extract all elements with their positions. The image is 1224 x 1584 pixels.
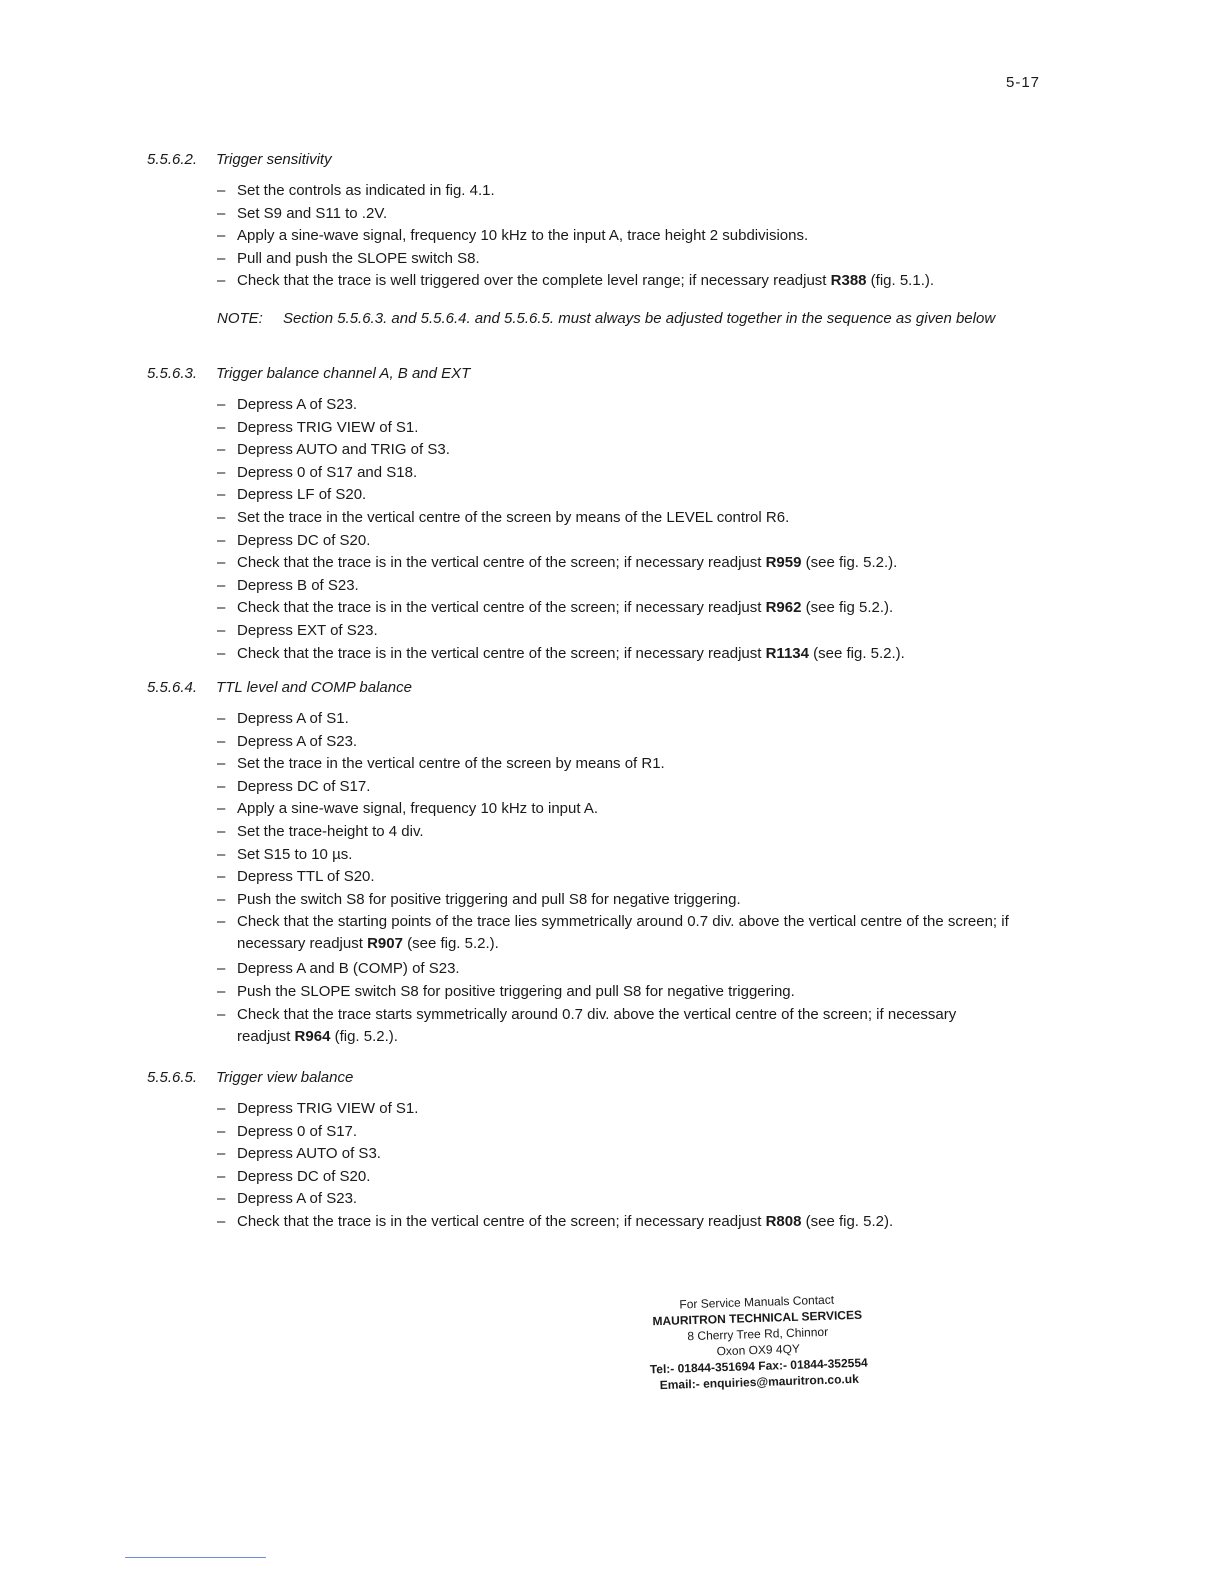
note-label: NOTE:	[217, 310, 263, 327]
note-text: Section 5.5.6.3. and 5.5.6.4. and 5.5.6.5. must always be adjusted together in the sequence as given below	[283, 310, 996, 327]
list-item: – Depress TRIG VIEW of S1.	[217, 1098, 1047, 1121]
list-item: – Set S9 and S11 to .2V.	[217, 203, 1047, 226]
contact-line: For Service Manuals Contact	[679, 1292, 835, 1312]
list-item: – Depress 0 of S17.	[217, 1121, 1047, 1144]
section-heading-trigger-sensitivity	[147, 151, 332, 168]
list-item: – Set the trace in the vertical centre of the screen by means of the LEVEL control R6.	[217, 507, 1047, 530]
list-item: – Check that the trace is in the vertical centre of the screen; if necessary readjust R808 (see fig. 5.2).	[217, 1211, 1047, 1234]
step-list-trigger-sensitivity	[217, 180, 1047, 293]
list-item: – Check that the starting points of the trace lies symmetrically around 0.7 div. above the vertical centre of the screen; if necessary readjust R907 (see fig. 5.2.).	[217, 911, 1047, 955]
list-item: – Depress A and B (COMP) of S23.	[217, 958, 1047, 981]
section-number: 5.5.6.2.	[147, 151, 198, 168]
list-item: – Apply a sine-wave signal, frequency 10 kHz to input A.	[217, 798, 1047, 821]
contact-company: MAURITRON TECHNICAL SERVICES	[652, 1307, 863, 1329]
component-ref: R388	[830, 272, 867, 290]
list-item: – Pull and push the SLOPE switch S8.	[217, 248, 1047, 271]
component-ref: R907	[367, 935, 403, 953]
list-item: – Depress DC of S17.	[217, 776, 1047, 799]
list-item: – Depress TRIG VIEW of S1.	[217, 417, 1047, 440]
step-list-trigger-balance	[217, 394, 1047, 665]
service-contact-stamp	[647, 1291, 870, 1394]
list-item: – Depress TTL of S20.	[217, 866, 1047, 889]
section-heading-trigger-view	[147, 1069, 353, 1086]
section-number: 5.5.6.4.	[147, 679, 198, 696]
component-ref: R1134	[765, 644, 809, 662]
list-item: – Set the controls as indicated in fig. 4.1.	[217, 180, 1047, 203]
section-heading-trigger-balance	[147, 365, 470, 382]
list-item: – Depress A of S23.	[217, 394, 1047, 417]
list-item: – Check that the trace is in the vertical centre of the screen; if necessary readjust R1134 (see fig. 5.2.).	[217, 643, 1047, 666]
list-item: – Set S15 to 10 µs.	[217, 844, 1047, 867]
list-item: – Apply a sine-wave signal, frequency 10 kHz to the input A, trace height 2 subdivisions.	[217, 225, 1047, 248]
list-item: – Check that the trace is in the vertical centre of the screen; if necessary readjust R962 (see fig 5.2.).	[217, 597, 1047, 620]
component-ref: R808	[765, 1212, 802, 1230]
list-item: – Push the switch S8 for positive triggering and pull S8 for negative triggering.	[217, 889, 1047, 912]
list-item: – Depress A of S23.	[217, 731, 1047, 754]
list-item: – Depress 0 of S17 and S18.	[217, 462, 1047, 485]
contact-line: Oxon OX9 4QY	[716, 1341, 801, 1359]
list-item: – Set the trace in the vertical centre of the screen by means of R1.	[217, 753, 1047, 776]
list-item: – Depress LF of S20.	[217, 484, 1047, 507]
list-item: – Check that the trace starts symmetrically around 0.7 div. above the vertical centre of the screen; if necessary readjust R964 (fig. 5.2.).	[217, 1004, 977, 1048]
section-heading-ttl-level	[147, 679, 412, 696]
list-item: – Check that the trace is well triggered over the complete level range; if necessary readjust R388 (fig. 5.1.).	[217, 270, 1047, 293]
section-title: Trigger sensitivity	[216, 151, 332, 168]
section-title: Trigger balance channel A, B and EXT	[216, 365, 471, 382]
contact-email: Email:- enquiries@mauritron.co.uk	[659, 1371, 859, 1393]
list-item: – Set the trace-height to 4 div.	[217, 821, 1047, 844]
step-list-ttl-level	[217, 708, 1047, 1051]
list-item: – Depress AUTO of S3.	[217, 1143, 1047, 1166]
note	[217, 306, 1027, 332]
list-item: – Depress AUTO and TRIG of S3.	[217, 439, 1047, 462]
list-item: – Depress EXT of S23.	[217, 620, 1047, 643]
list-item: – Depress B of S23.	[217, 575, 1047, 598]
contact-line: 8 Cherry Tree Rd, Chinnor	[687, 1324, 829, 1344]
section-number: 5.5.6.3.	[147, 365, 198, 382]
section-title: Trigger view balance	[216, 1069, 354, 1086]
section-title: TTL level and COMP balance	[216, 679, 412, 696]
component-ref: R959	[765, 554, 802, 572]
list-item: – Push the SLOPE switch S8 for positive triggering and pull S8 for negative triggering.	[217, 981, 1047, 1004]
list-item: – Depress A of S1.	[217, 708, 1047, 731]
component-ref: R964	[294, 1027, 331, 1045]
page-number: 5-17	[1006, 74, 1041, 91]
list-item: – Check that the trace is in the vertical centre of the screen; if necessary readjust R959 (see fig. 5.2.).	[217, 552, 1047, 575]
list-item: – Depress DC of S20.	[217, 530, 1047, 553]
list-item: – Depress A of S23.	[217, 1188, 1047, 1211]
section-number: 5.5.6.5.	[147, 1069, 198, 1086]
footer-rule	[125, 1557, 266, 1558]
contact-phone: Tel:- 01844-351694 Fax:- 01844-352554	[649, 1355, 868, 1377]
component-ref: R962	[765, 599, 802, 617]
list-item: – Depress DC of S20.	[217, 1166, 1047, 1189]
step-list-trigger-view	[217, 1098, 1047, 1234]
